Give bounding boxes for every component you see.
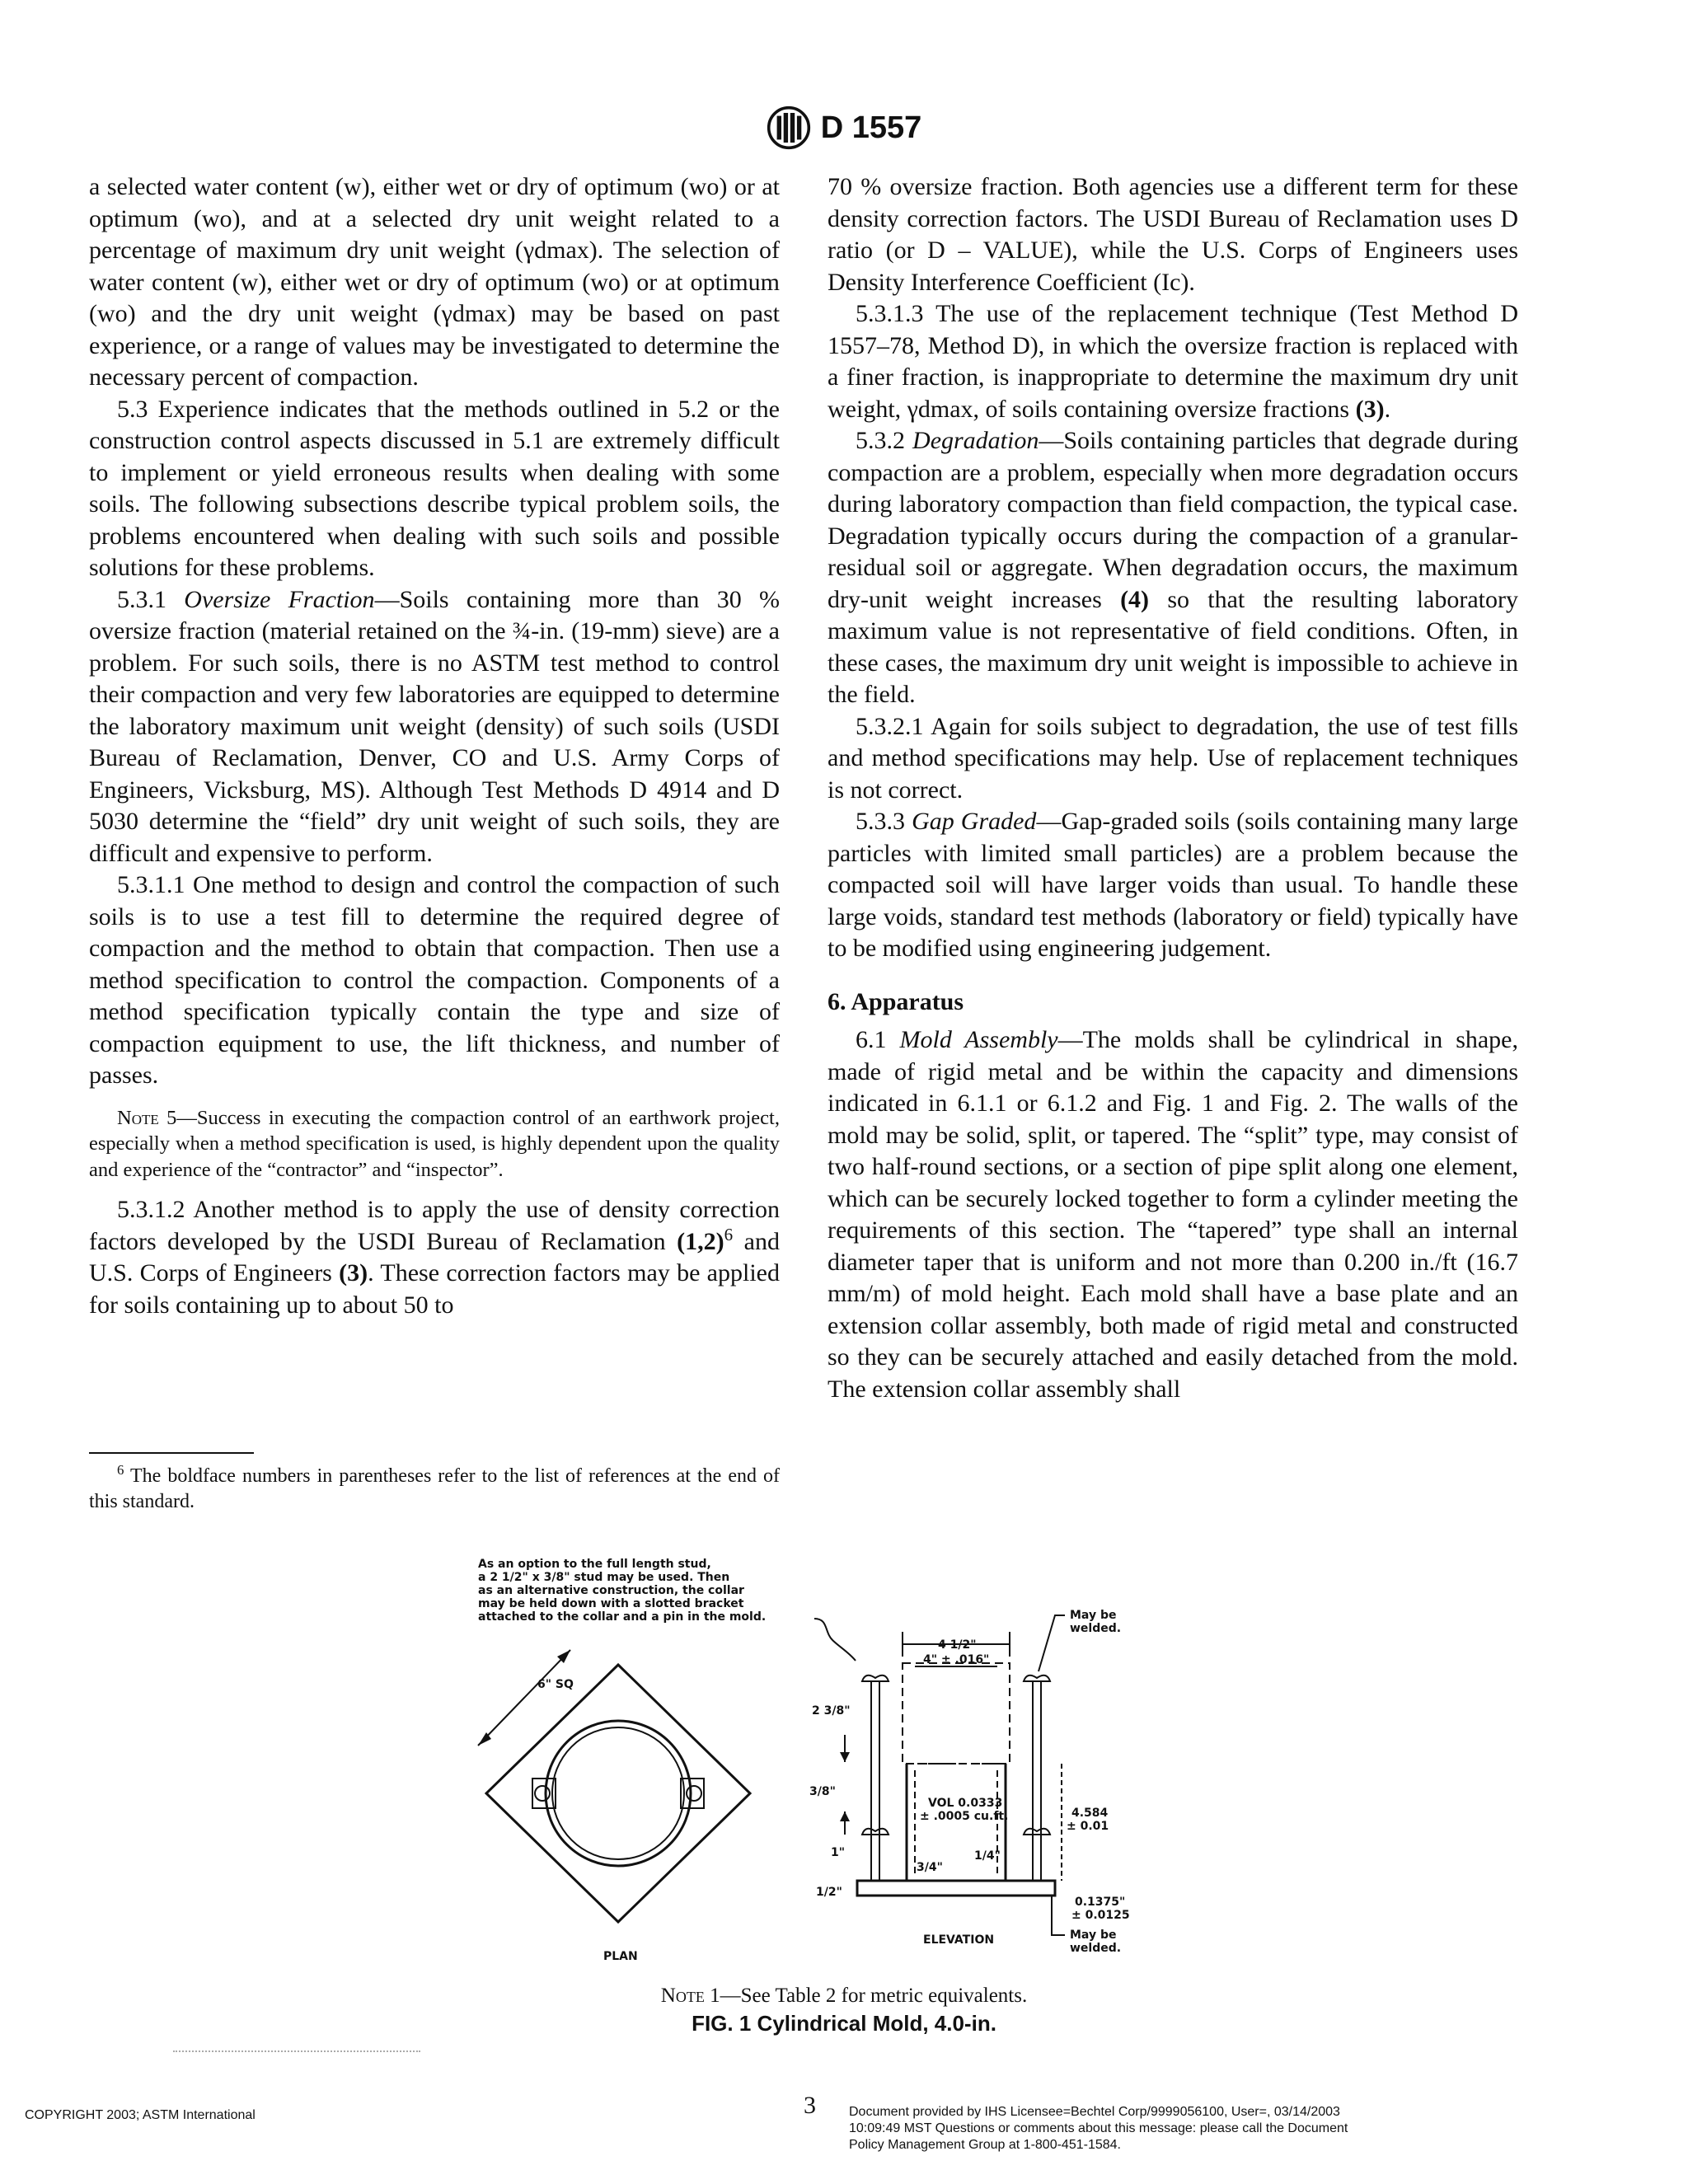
dimension-0-1375: 0.1375": [1075, 1896, 1126, 1909]
section-number: 5.3.2: [856, 427, 905, 454]
paragraph-5-3-1-2-continued: 70 % oversize fraction. Both agencies use a different term for these density correction factors. The USDI Bureau of Reclamation uses D ratio (or D – VALUE), while the U.S. Corps of Engineers uses Density Interference Coefficient (Ic).: [828, 173, 1518, 296]
figure-1-drawing: [462, 1549, 1220, 1978]
callout-line: as an alternative construction, the collar: [478, 1584, 744, 1597]
note-label: Note: [660, 1985, 705, 2007]
paragraph-5-3-3: [828, 806, 1518, 965]
paragraph-5-3-2-1: 5.3.2.1 Again for soils subject to degradation, the use of test fills and method specifications may help. Use of replacement techniques is not correct.: [828, 712, 1518, 804]
section-title: Mold Assembly: [899, 1026, 1058, 1053]
note-5: [89, 1105, 780, 1183]
section-body: —Soils containing more than 30 % oversize fraction (material retained on the ¾-in. (19-mm) sieve) are a problem. For such soils, there is no ASTM test method to control their compaction and very few laboratories are equipped to determine the laboratory maximum unit weight (density) of such soils (USDI Bureau of Reclamation, Denver, CO and U.S. Army Corps of Engineers, Vicksburg, MS). Although Test Methods D 4914 and D 5030 determine the “field” dry unit weight of such soils, they are difficult and expensive to perform.: [89, 585, 780, 867]
section-title: Gap Graded: [912, 808, 1037, 835]
welded-note-bottom: May be: [1070, 1929, 1117, 1942]
paragraph-5-2-continued: a selected water content (w), either wet or dry of optimum (wo) or at optimum (wo), and at a selected dry unit weight related to a percentage of maximum dry unit weight (γdmax). The selection of water content (w), either wet or dry of optimum (wo) or at optimum (wo) and the dry unit weight (γdmax) may be based on past experience, or a range of values may be investigated to determine the necessary percent of compaction.: [89, 173, 780, 391]
section-number: 6.1: [856, 1026, 887, 1053]
footnote-number: 6: [117, 1462, 124, 1478]
callout-line: a 2 1/2" x 3/8" stud may be used. Then: [478, 1571, 730, 1584]
section-body: —The molds shall be cylindrical in shape, made of rigid metal and be within the capacity and dimensions indicated in 6.1.1 or 6.1.2 and Fig. 1 and Fig. 2. The walls of the mold may be solid, split, or tapered. The “split” type, may consist of two half-round sections, or a section of pipe split along one element, which can be securely locked together to form a cylinder meeting the requirements of this section. The “tapered” type shall an internal diameter taper that is uniform and not more than 0.200 in./ft (16.7 mm/m) of mold height. Each mold shall have a base plate and an extension collar assembly, both made of rigid metal and constructed so they can be securely attached and easily detached from the mold. The extension collar assembly shall: [828, 1026, 1518, 1403]
dimension-6-sq: 6" SQ: [537, 1678, 574, 1691]
section-heading-apparatus: 6. Apparatus: [828, 987, 964, 1015]
elevation-label: ELEVATION: [923, 1933, 995, 1947]
note-body: 5—Success in executing the compaction control of an earthwork project, especially when a method specification is used, is highly dependent upon the quality and experience of the “contractor” and “inspector”.: [89, 1106, 780, 1181]
text-run: 5.3.1.3 The use of the replacement technique (Test Method D 1557–78, Method D), in which the oversize fraction is replaced with a finer fraction, is inappropriate to determine the maximum dry unit weight, γdmax, of soils containing oversize fractions: [828, 300, 1518, 423]
callout-line: may be held down with a slotted bracket: [478, 1597, 744, 1610]
dimension-4-584: 4.584: [1071, 1807, 1109, 1820]
figure-note: [0, 1985, 1688, 2008]
paragraph-5-3-2: [828, 425, 1518, 711]
standard-designation: D 1557: [820, 110, 922, 145]
note-label: Note: [117, 1106, 159, 1129]
section-body: —Gap-graded soils (soils containing many large particles with limited small particles) are a problem because the compacted soil will have larger voids than usual. To handle these large voids, standard test methods (laboratory or field) typically have to be modified using engineering judgement.: [828, 808, 1519, 962]
license-line: Policy Management Group at 1-800-451-1584.: [849, 2138, 1121, 2152]
dimension-1-2: 1/2": [816, 1886, 842, 1899]
text-run: 5.3.1.2 Another method is to apply the use of density correction factors developed by the USDI Bureau of Reclamation: [89, 1196, 780, 1255]
scan-artifact: [173, 2050, 420, 2059]
paragraph-5-3-1: [89, 584, 780, 870]
paragraph-5-3-1-1: 5.3.1.1 One method to design and control the compaction of such soils is to use a test fill to determine the required degree of compaction and the method to obtain that compaction. Then use a method specification to control the compaction. Components of a method specification typically contain the type and size of compaction equipment to use, the lift thickness, and number of passes.: [89, 871, 780, 1089]
mold-diagram: [462, 1549, 1220, 1978]
astm-logo-icon: [767, 105, 811, 150]
dimension-4-584-tolerance: ± 0.01: [1067, 1820, 1109, 1833]
text-run: and U.S. Corps of Engineers: [89, 1227, 780, 1286]
left-column: [89, 171, 780, 1321]
plan-label: PLAN: [603, 1950, 638, 1963]
license-line: 10:09:49 MST Questions or comments about this message: please call the Document: [849, 2121, 1348, 2135]
section-number: 5.3.1: [117, 585, 166, 613]
volume-label: VOL 0.0333: [928, 1797, 1003, 1810]
text-run: —Soils containing particles that degrade during compaction are a problem, especially when more degradation occurs during laboratory compaction than field compaction, the typical case. Degradation typically occurs during the compaction of a granular-residual soil or aggregate. When degradation occurs, the maximum dry-unit weight increases: [828, 427, 1519, 613]
section-title: Degradation: [912, 427, 1039, 454]
callout-line: attached to the collar and a pin in the mold.: [478, 1610, 767, 1624]
reference-link[interactable]: (1,2): [677, 1227, 724, 1255]
dimension-2-3-8: 2 3/8": [812, 1704, 851, 1718]
reference-link[interactable]: (4): [1120, 585, 1150, 613]
copyright-notice: COPYRIGHT 2003; ASTM International: [25, 2108, 256, 2122]
dimension-1-4: 1/4": [974, 1849, 1001, 1863]
welded-note-top: welded.: [1070, 1622, 1122, 1635]
paragraph-5-3-1-3: 5.3.1.3 The use of the replacement technique (Test Method D 1557–78, Method D), in which the oversize fraction is replaced with a finer fraction, is inappropriate to determine the maximum dry unit weight, γdmax, of soils containing oversize fractions (3).: [828, 300, 1518, 423]
footnote: [89, 1464, 780, 1515]
note-body: 1—See Table 2 for metric equivalents.: [704, 1985, 1028, 2007]
footnote-marker[interactable]: 6: [724, 1224, 734, 1244]
dimension-1-inch: 1": [831, 1846, 846, 1859]
page-number: 3: [804, 2092, 816, 2119]
dimension-4-inch: 4" ± .016": [923, 1653, 990, 1666]
section-number: 5.3.3: [856, 808, 905, 835]
section-title: Oversize Fraction: [184, 585, 375, 613]
plan-view: [478, 1650, 750, 1963]
dimension-3-8: 3/8": [809, 1785, 836, 1798]
right-column: [828, 171, 1518, 1405]
page-header: [0, 105, 1688, 150]
license-notice: [849, 2104, 1426, 2154]
dimension-4-1-2: 4 1/2": [938, 1638, 977, 1652]
callout-leader-line: [814, 1619, 856, 1661]
reference-link[interactable]: (3): [1355, 395, 1385, 423]
dimension-0-1375-tolerance: ± 0.0125: [1071, 1909, 1130, 1922]
volume-tolerance: ± .0005 cu.ft.: [920, 1810, 1009, 1823]
footnote-divider: [89, 1452, 254, 1454]
reference-link[interactable]: (3): [339, 1259, 368, 1286]
license-line: Document provided by IHS Licensee=Bechtel Corp/9999056100, User=, 03/14/2003: [849, 2105, 1340, 2119]
paragraph-6-1: [828, 1024, 1518, 1405]
dimension-3-4: 3/4": [917, 1861, 943, 1874]
text-run: . These correction factors may be applied for soils containing up to about 50 to: [89, 1259, 780, 1319]
paragraph-5-3: 5.3 Experience indicates that the methods outlined in 5.2 or the construction control aspects discussed in 5.1 are extremely difficult to implement or yield erroneous results when dealing with some soils. The following subsections describe typical problem soils, the problems encountered when dealing with such soils and possible solutions for these problems.: [89, 395, 780, 581]
figure-caption: FIG. 1 Cylindrical Mold, 4.0-in.: [692, 2011, 996, 2036]
elevation-view: [809, 1609, 1130, 1955]
callout-line: As an option to the full length stud,: [478, 1558, 711, 1571]
footnote-text: The boldface numbers in parentheses refer to the list of references at the end of this standard.: [89, 1465, 780, 1512]
text-run: so that the resulting laboratory maximum value is not representative of field conditions. Often, in these cases, the maximum dry unit weight is impossible to achieve in the field.: [828, 585, 1518, 708]
welded-note-bottom: welded.: [1070, 1942, 1122, 1955]
paragraph-5-3-1-2: [89, 1194, 780, 1321]
welded-note-top: May be: [1070, 1609, 1117, 1622]
